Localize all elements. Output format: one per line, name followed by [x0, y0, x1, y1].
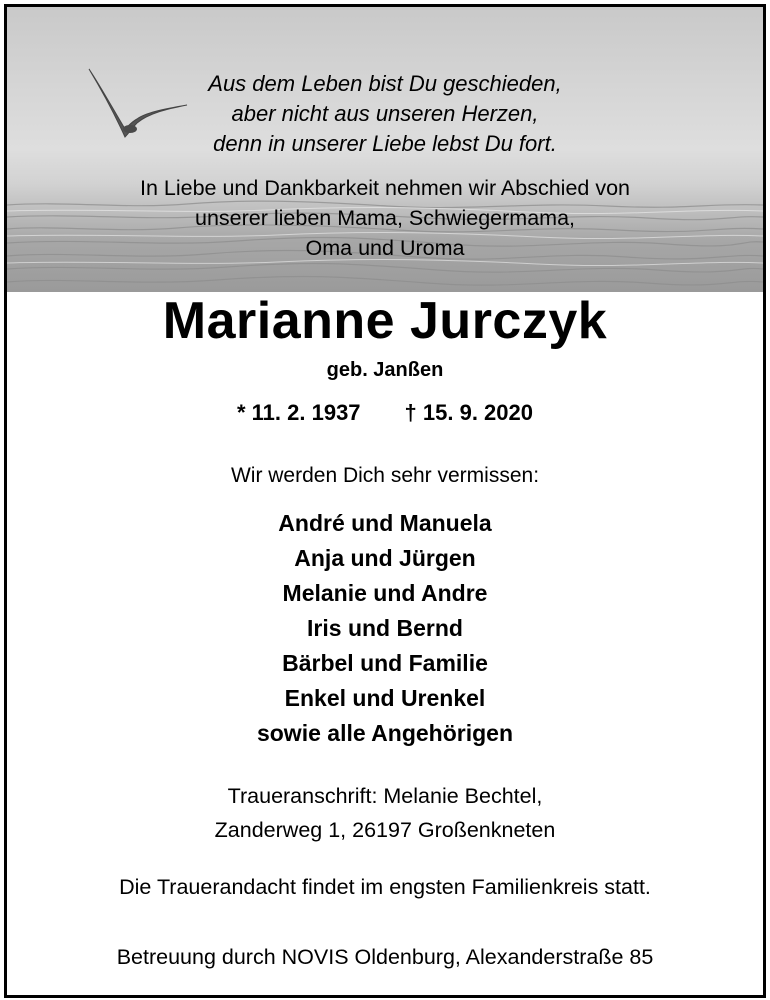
- intro-line-2: unserer lieben Mama, Schwiegermama,: [195, 206, 575, 230]
- intro-line-3: Oma und Uroma: [305, 236, 465, 260]
- death-date: † 15. 9. 2020: [404, 400, 533, 425]
- mourners-list: [7, 506, 763, 751]
- mourner-item: sowie alle Angehörigen: [256, 720, 514, 746]
- mourner-item: Anja und Jürgen: [294, 545, 476, 571]
- verse-line-3: denn in unserer Liebe lebst Du fort.: [213, 131, 557, 156]
- mourner-item: André und Manuela: [278, 510, 492, 536]
- service-note: Die Trauerandacht findet im engsten Familienkreis statt.: [119, 875, 651, 899]
- mourner-item: Enkel und Urenkel: [284, 685, 486, 711]
- verse-line-2: aber nicht aus unseren Herzen,: [231, 101, 539, 126]
- address-line-2: Zanderweg 1, 26197 Großenkneten: [214, 818, 556, 842]
- birth-name: geb. Janßen: [326, 359, 444, 381]
- obituary-notice: [4, 4, 766, 998]
- farewell-intro: [7, 173, 763, 263]
- mourner-item: Bärbel und Familie: [282, 650, 488, 676]
- address-line-1: Traueranschrift: Melanie Bechtel,: [227, 784, 543, 808]
- header-photo: [7, 7, 763, 292]
- mourner-item: Melanie und Andre: [282, 580, 488, 606]
- birth-date: * 11. 2. 1937: [236, 400, 361, 425]
- miss-line: Wir werden Dich sehr vermissen:: [230, 464, 540, 487]
- mourner-item: Iris und Bernd: [307, 615, 463, 641]
- verse: [7, 69, 763, 159]
- deceased-name: Marianne Jurczyk: [162, 292, 608, 350]
- mourning-address: [7, 779, 763, 847]
- life-dates: [7, 399, 763, 427]
- undertaker-line: Betreuung durch NOVIS Oldenburg, Alexanderstraße 85: [116, 945, 654, 969]
- verse-line-1: Aus dem Leben bist Du geschieden,: [208, 71, 562, 96]
- intro-line-1: In Liebe und Dankbarkeit nehmen wir Abschied von: [139, 176, 631, 200]
